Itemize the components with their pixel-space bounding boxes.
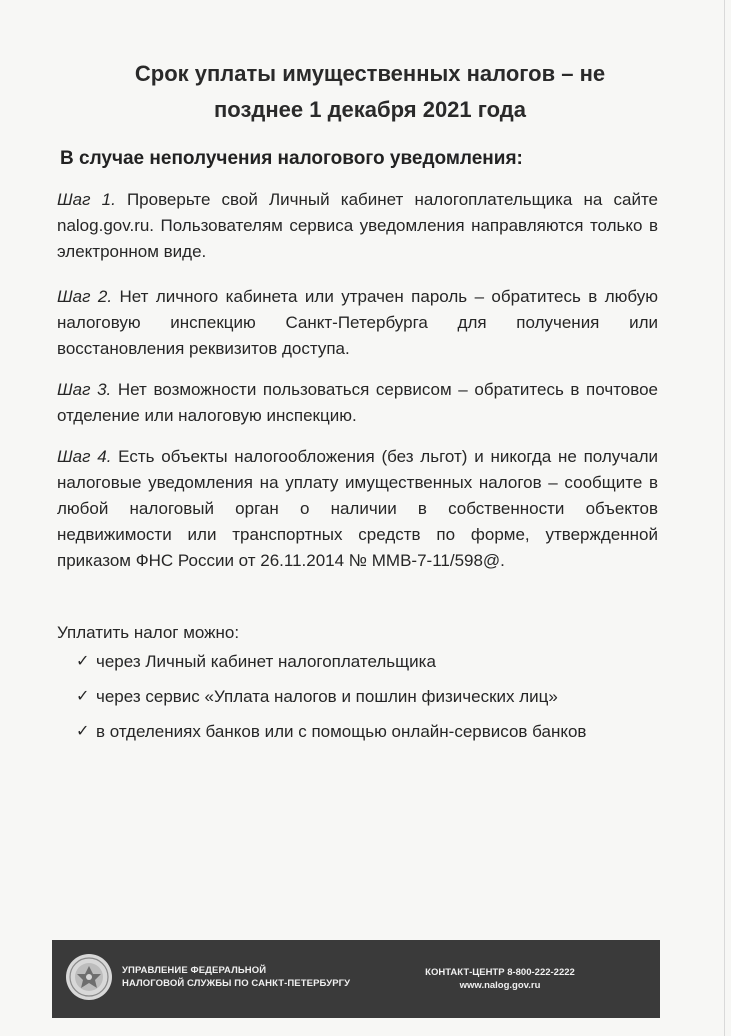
step-4-label: Шаг 4. [57, 447, 112, 466]
check-mark-icon: ✓ [76, 688, 90, 705]
payment-method-text: в отделениях банков или с помощью онлайн-сервисов банков [96, 722, 587, 741]
payment-method-text: через Личный кабинет налогоплательщика [96, 652, 436, 671]
footer-organization [122, 964, 350, 990]
step-1-text: Проверьте свой Личный кабинет налогоплательщика на сайте nalog.gov.ru. Пользователям сервиса уведомления направляются только в электронном виде. [57, 190, 658, 261]
section-heading: В случае неполучения налогового уведомления: [60, 148, 523, 169]
check-mark-icon: ✓ [76, 723, 90, 740]
page-title-line-2: позднее 1 декабря 2021 года [214, 97, 526, 122]
step-4-paragraph [57, 444, 658, 574]
step-3-label: Шаг 3. [57, 380, 112, 399]
payment-method-item [76, 684, 658, 710]
payment-method-item [76, 719, 658, 745]
page-title [60, 56, 680, 128]
step-4-text: Есть объекты налогообложения (без льгот) и никогда не получали налоговые уведомления на уплату имущественных налогов – сообщите в любой налоговый орган о наличии в собственности объектов недвижимости или транспортных средств по форме, утвержденной приказом ФНС России от 26.11.2014 № ММВ-7-11/598@. [57, 447, 659, 570]
step-2-text: Нет личного кабинета или утрачен пароль – обратитесь в любую налоговую инспекцию Санкт-Петербурга для получения или восстановления реквизитов доступа. [57, 287, 658, 358]
payment-methods-list [76, 649, 658, 754]
page-title-line-1: Срок уплаты имущественных налогов – не [134, 61, 606, 86]
check-mark-icon: ✓ [76, 653, 90, 670]
page-edge [724, 0, 725, 1036]
step-3-paragraph [57, 377, 658, 429]
footer-contact-phone: КОНТАКТ-ЦЕНТР 8-800-222-2222 [425, 967, 575, 978]
step-1-label: Шаг 1. [57, 190, 116, 209]
footer-org-line-1: УПРАВЛЕНИЕ ФЕДЕРАЛЬНОЙ [122, 965, 267, 976]
footer-contact [416, 966, 584, 992]
payment-method-text: через сервис «Уплата налогов и пошлин физических лиц» [96, 687, 558, 706]
step-3-text: Нет возможности пользоваться сервисом – обратитесь в почтовое отделение или налоговую инспекцию. [57, 380, 658, 425]
footer-org-line-2: НАЛОГОВОЙ СЛУЖБЫ ПО САНКТ-ПЕТЕРБУРГУ [122, 978, 351, 989]
payment-intro: Уплатить налог можно: [57, 623, 240, 642]
step-2-label: Шаг 2. [57, 287, 113, 306]
payment-method-item [76, 649, 658, 675]
step-1-paragraph [57, 187, 658, 265]
footer-banner [52, 940, 660, 1018]
fns-emblem-icon [64, 952, 114, 1002]
footer-website-link[interactable]: www.nalog.gov.ru [459, 980, 541, 991]
step-2-paragraph [57, 284, 658, 362]
